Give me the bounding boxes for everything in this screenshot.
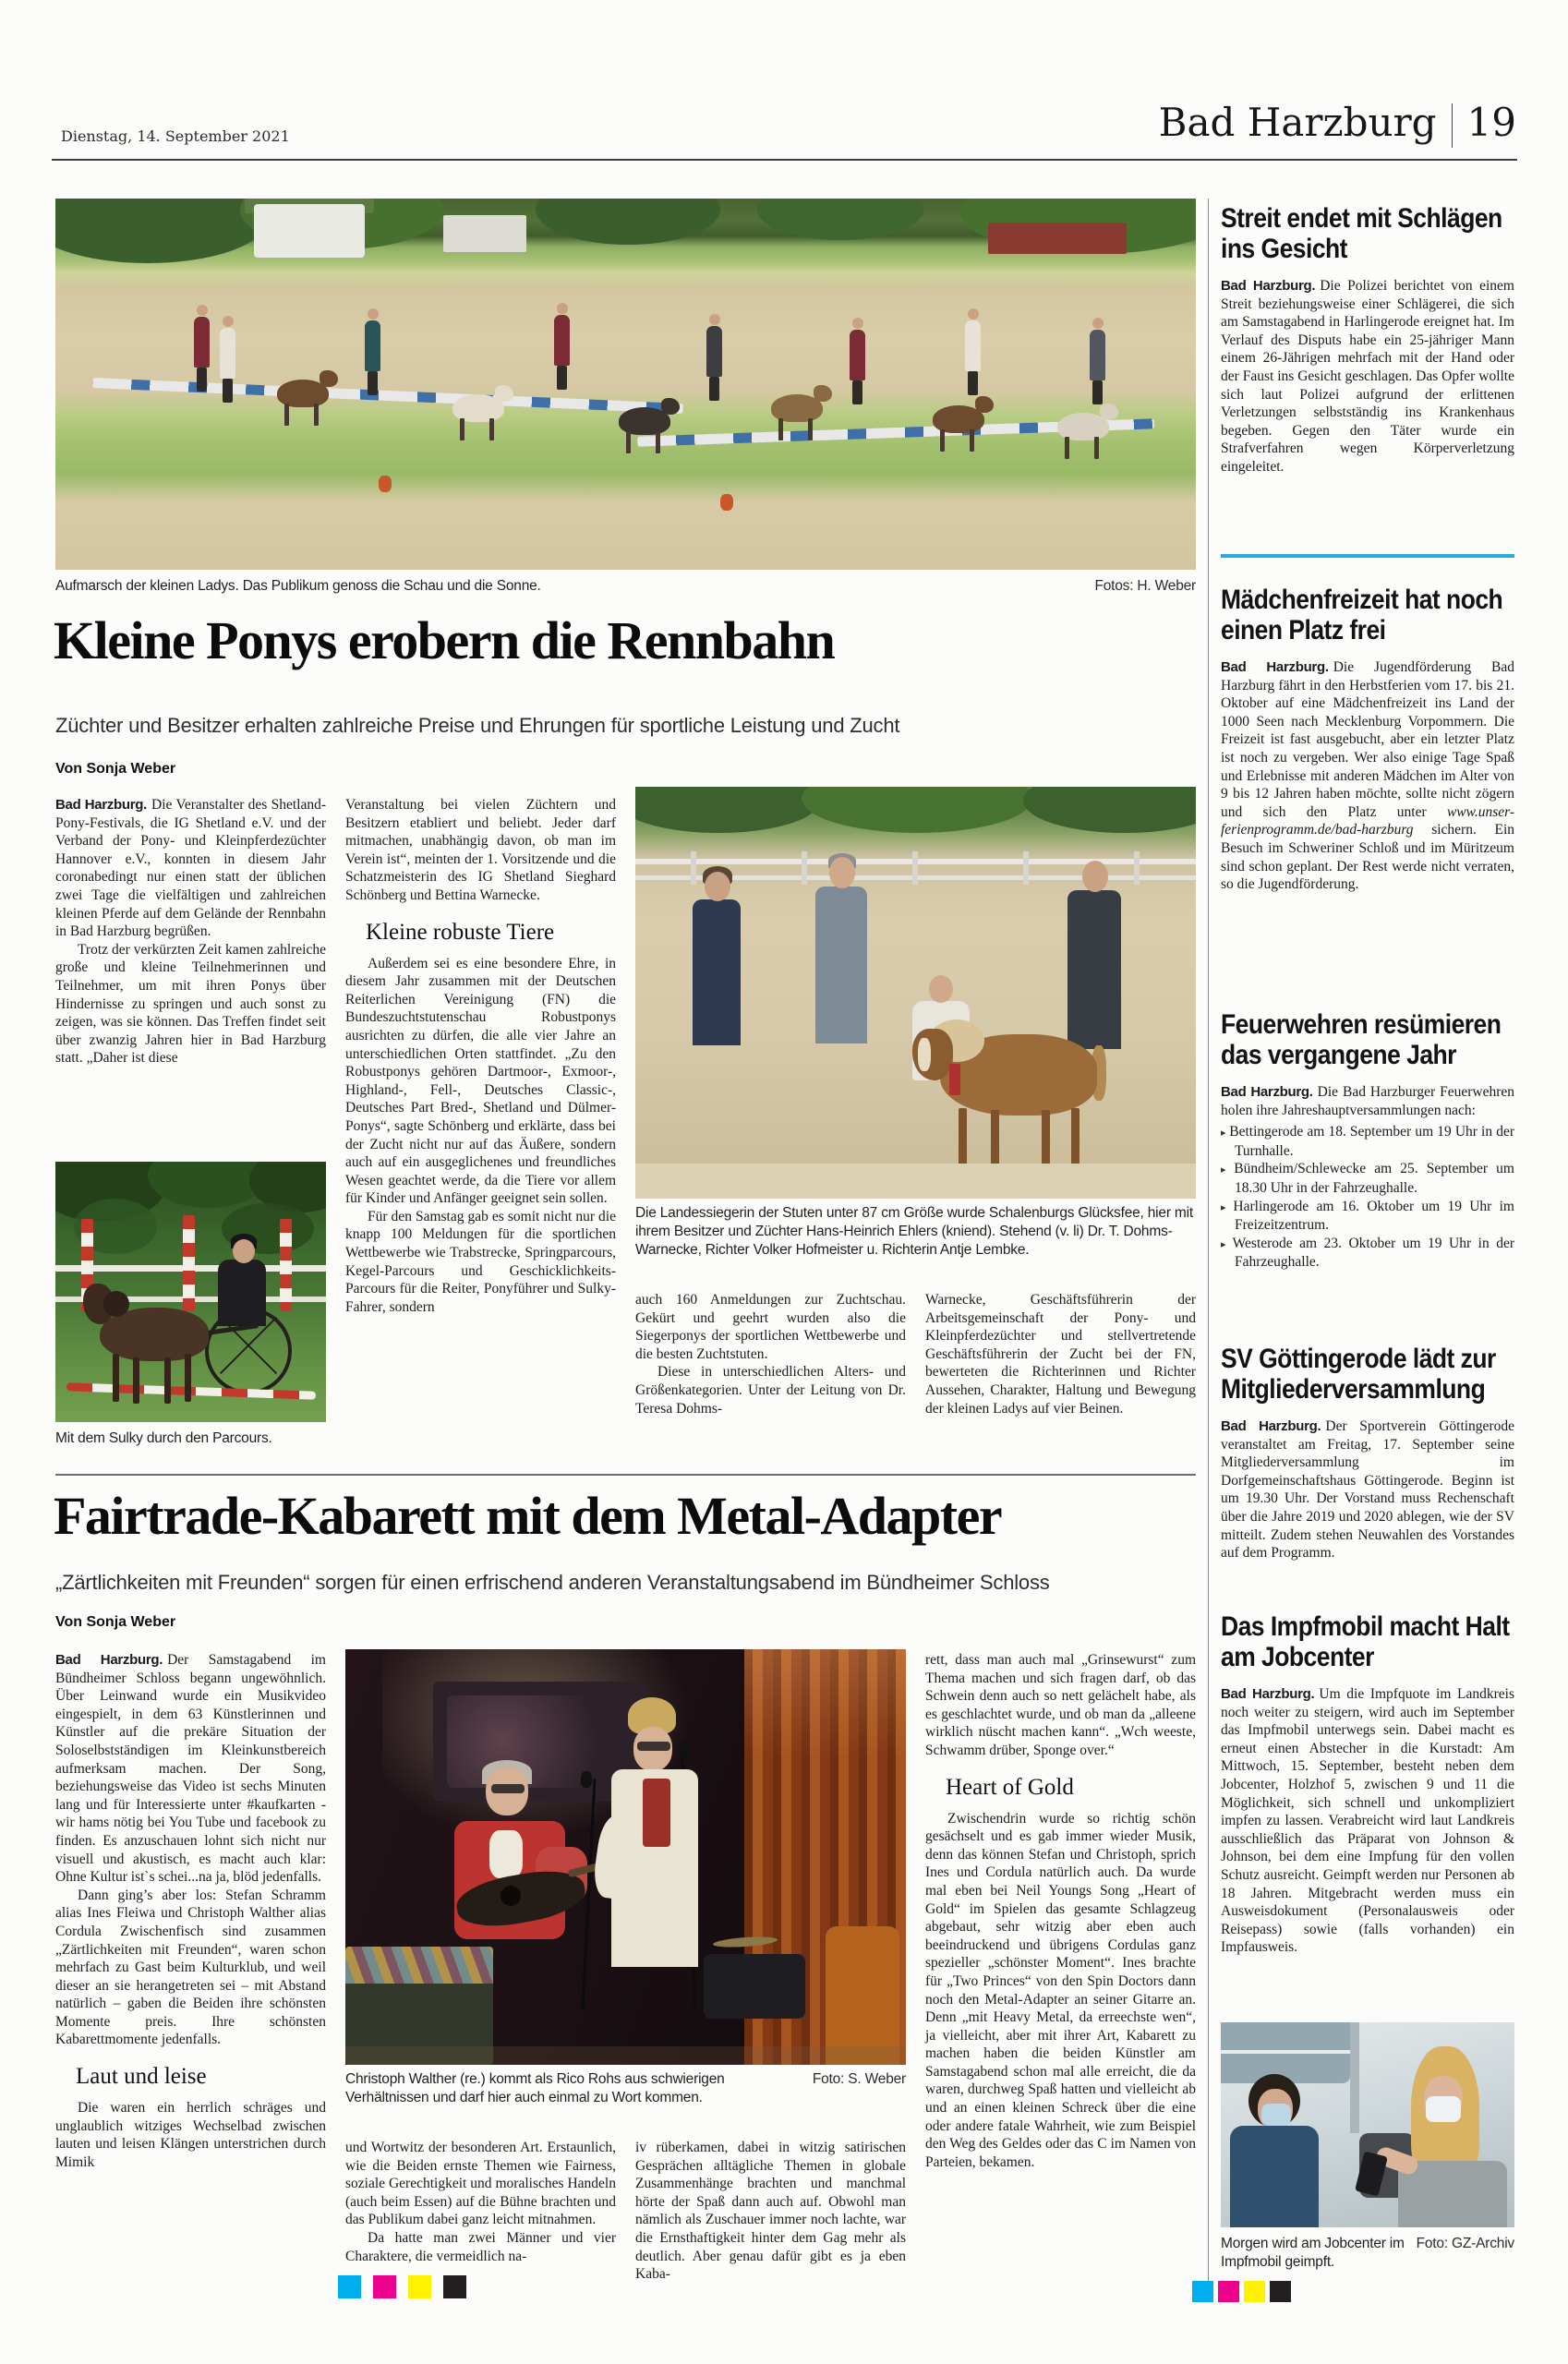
photo-shape — [970, 429, 974, 452]
winner-photo-caption: Die Landessiegerin der Stuten unter 87 cm Größe wurde Schalenburgs Glücksfee, hier mit ihrem Besitzer und Züchter Hans-Heinrich Ehlers (kniend). Stehend (v. li) Dr. T. Dohms-Warnecke, Richter Volker Hofmeister u. Richterin Antje Lembke. — [635, 1205, 1193, 1258]
print-mark-magenta — [373, 2275, 396, 2298]
photo-shape — [495, 385, 513, 402]
article-kabarett-column-4 — [925, 1651, 1196, 2171]
body-paragraph — [55, 796, 326, 941]
sidebar-headline: Mädchenfreizeit hat noch einen Platz frei — [1221, 585, 1503, 645]
photo-shape — [912, 851, 918, 885]
print-mark-magenta — [1218, 2281, 1239, 2302]
photo-shape — [185, 1354, 191, 1402]
article-ponys-column-3 — [635, 1291, 906, 1417]
crosshead: Kleine robuste Tiere — [366, 919, 555, 945]
photo-shape — [1065, 437, 1069, 459]
photo-shape — [959, 1108, 967, 1165]
sidebar-article-feuerwehren — [1221, 1009, 1514, 1272]
body-paragraph — [1221, 1417, 1514, 1562]
sulky-photo-caption: Mit dem Sulky durch den Parcours. — [55, 1430, 272, 1446]
body-paragraph: iv rüberkamen, dabei in witzig satirischen Gesprächen alltägliche Themen in globale Zusammenhänge brachten und manchmal hörte der Spaß dann auch auf. Obwohl man nämlich als Zuschauer immer noch lachte, war die Ernsthaftigkeit hinter dem Gag mehr als deutlich. Aber genau dafür gibt es ja eben Kaba- — [635, 2140, 906, 2283]
ponies-parade-photo — [55, 199, 1196, 570]
crosshead: Heart of Gold — [946, 1774, 1074, 1800]
photo-shape — [988, 223, 1127, 254]
photo-shape — [133, 1357, 139, 1404]
photo-shape — [826, 1926, 899, 2065]
location-lead: Bad Harzburg. — [1221, 1084, 1313, 1100]
body-paragraph: Außerdem sei es eine besondere Ehre, in diesem Jahr zusammen mit der Deutschen Reiterlichen Vereinigung (FN) die Bundeszuchtstutenschau Robustponys ausrichten zu dürfen, die alle vier Jahre an unterschiedlichen Orten stattfindet. „Zu den Robustponys gehören Dartmoor-, Exmoor-, Highland-, Fell-, Deutsches Classic-, Deutsches Part Bred-, Shetland und Dülmer-Ponys“, sagte Schönberg und erklärte, dass bei der Zucht nicht nur auf das Äußere, sondern auch auf ein ausgeglichenes und freundliches Wesen geachtet werde, da die Tiere vor allem für Kinder und Anfänger geeignet sein sollen. — [345, 955, 616, 1207]
photo-shape — [808, 418, 813, 440]
location-lead: Bad Harzburg. — [1221, 278, 1316, 294]
photo-shape — [949, 1064, 960, 1095]
body-paragraph: Für den Samstag gab es somit nicht nur die knapp 100 Meldungen für die sportlichen Wettbewerbe wie Trabstrecke, Springparcours, Kegel-Parcours und Geschicklichkeits-Parcours für die Reiter, Ponyführer und Sulky-Fahrer, sondern — [345, 1208, 616, 1315]
location-lead: Bad Harzburg. — [1221, 659, 1329, 675]
photo-shape — [656, 431, 660, 453]
photo-shape — [1230, 2126, 1319, 2227]
photo-shape — [1023, 851, 1029, 885]
photo-shape — [1090, 330, 1105, 380]
sidebar-divider-line — [1208, 199, 1209, 2302]
photo-shape — [223, 316, 234, 327]
photo-shape — [194, 317, 210, 368]
photo-shape — [929, 975, 953, 1003]
body-paragraph: Die waren ein herrlich schräges und unglaublich witziges Wechselbad zwischen lauten und leisen Klängen unterstrichen durch Mimik — [55, 2100, 326, 2170]
sidebar-article-impfmobil — [1221, 1611, 1514, 1957]
sidebar-body — [1221, 1685, 1514, 1957]
body-paragraph: auch 160 Anmeldungen zur Zuchtschau. Gekürt und geehrt wurden also die Siegerponys der sportlichen Wettbewerbe und die besten Zuchtstuten. — [635, 1292, 906, 1362]
winner-ceremony-photo — [635, 787, 1196, 1199]
photo-shape — [218, 1260, 266, 1326]
section-title: Bad Harzburg — [1158, 100, 1437, 145]
photo-shape — [744, 1649, 906, 1760]
photo-shape — [554, 315, 570, 366]
print-mark-black — [1270, 2281, 1291, 2302]
body-paragraph: rett, dass man auch mal „Grinsewurst“ zum Thema machen und sich fragen darf, ob das Schwein denn auch so nett gelächelt habe, als es geschlachtet wurde, und ob man da „alleene wirklich nüscht machen kann“. „Wch weeste, Schwamm drüber, Sponge over.“ — [925, 1652, 1196, 1758]
photo-shape — [661, 398, 680, 415]
body-paragraph: Warnecke, Geschäftsführerin der Arbeitsgemeinschaft der Pony- und Kleinpferdezüchter und stellvertretende Geschäftsführerin der Zucht bei der FN, bewerteten die Richterinnen und Richter Aussehen, Charakter, Haltung und Bewegung der kleinen Ladys auf vier Beinen. — [925, 1292, 1196, 1417]
article-ponys-column-4 — [925, 1291, 1196, 1417]
photo-shape — [1023, 787, 1196, 833]
article-ponys-byline: Von Sonja Weber — [55, 761, 176, 777]
impfmobil-photo — [1221, 2022, 1514, 2227]
photo-shape — [557, 303, 568, 314]
photo-shape — [489, 418, 494, 440]
photo-shape — [368, 371, 378, 395]
photo-shape — [233, 1239, 255, 1263]
photo-shape — [92, 378, 683, 414]
body-paragraph — [1221, 277, 1514, 476]
impfmobil-caption-block — [1221, 2235, 1514, 2272]
stage-photo — [345, 1649, 906, 2065]
body-paragraph: Diese in unterschiedlichen Alters- und Größenkategorien. Unter der Leitung von Dr. Teresa Dohms- — [635, 1364, 906, 1417]
photo-shape — [66, 1382, 316, 1399]
sidebar-headline: Streit endet mit Schlägen ins Gesicht — [1221, 203, 1502, 264]
meeting-list — [1221, 1123, 1514, 1272]
body-paragraph: Da hatte man zwei Männer und vier Charaktere, die vermeidlich na- — [345, 2229, 616, 2264]
paragraph-text: Um die Impfquote im Landkreis noch weiter zu steigern, wird auch im September das Impfmobil unterwegs sein. Dabei macht es erneut einen Abstecher in die Kurstadt: Am Mittwoch, 15. September, besteht neben dem Jobcenter, Holzhof 5, zwischen 9 und 11 die Möglichkeit, sich schnell und unkompliziert impfen zu lassen. Verabreicht wird laut Landkreis ausschließlich das Präparat von Johnson & Johnson, bei dem eine Impfung für den vollen Schutz ausreicht. Geimpft werden nur Personen ab 18 Jahren. Mitgebracht werden muss ein Ausweisdokument (Personalausweis oder Reisepass) sowie (falls vorhanden) ein Impfausweis. — [1221, 1686, 1514, 1956]
photo-shape — [345, 1947, 493, 1984]
article-kabarett-column-1 — [55, 1651, 326, 2171]
photo-shape — [113, 1354, 119, 1402]
photo-shape — [345, 2046, 906, 2065]
photo-shape — [829, 857, 855, 888]
sidebar-headline: SV Göttingerode lädt zur Mitgliederversammlung — [1221, 1344, 1496, 1405]
body-paragraph — [1221, 1083, 1514, 1119]
sidebar-body — [1221, 1417, 1514, 1562]
stage-photo-credit: Foto: S. Weber — [812, 2071, 906, 2087]
body-paragraph: Trotz der verkürzten Zeit kamen zahlreiche große und kleine Teilnehmerinnen und Teilnehmer, um mit ihren Ponys über Hindernisse zu springen und auch sonst zu zeigen, was sie können. Das Treffen findet seit über zwanzig Jahren hier in Bad Harzburg statt. „Daher ist diese — [55, 941, 326, 1067]
photo-shape — [1100, 404, 1118, 420]
print-mark-black — [443, 2275, 466, 2298]
photo-shape — [918, 1038, 931, 1071]
photo-shape — [635, 1164, 1196, 1199]
photo-shape — [379, 476, 392, 492]
article-ponys-subheadline: Züchter und Besitzer erhalten zahlreiche Preise und Ehrungen für sportliche Leistung und Zucht — [55, 714, 900, 737]
photo-shape — [1071, 1108, 1080, 1165]
photo-shape — [852, 380, 862, 404]
article-kabarett-headline: Fairtrade-Kabarett mit dem Metal-Adapter — [54, 1486, 1002, 1546]
photo-shape — [643, 1779, 670, 1847]
list-item: ▸ Westerode am 23. Oktober um 19 Uhr in der Fahrzeughalle. — [1221, 1235, 1514, 1272]
location-lead: Bad Harzburg. — [55, 1652, 163, 1668]
photo-shape — [220, 328, 235, 379]
sulky-photo — [55, 1162, 326, 1422]
photo-shape — [1092, 380, 1103, 404]
paragraph-text: Die Bad Harzburger Feuerwehren holen ihre Jahreshauptversammlungen nach: — [1221, 1084, 1514, 1118]
sidebar-article-sv-goettingerode — [1221, 1344, 1514, 1562]
impfmobil-photo-credit: Foto: GZ-Archiv — [1416, 2236, 1514, 2251]
body-paragraph: Zwischendrin wurde so richtig schön gesächselt und es gab immer wieder Musik, denn das können Stefan und Christoph, sprich Ines und Cordula natürlich auch. Da wurde mal eben bei Neil Youngs Song „Heart of Gold“ im Spielen das gesamte Schlagzeug abgebaut, sehr witzig aber eben auch beeindruckend und übrigens Cordulas ganz spezieller „schönster Moment“. Ines brachte für „Two Princes“ von den Spin Doctors dann noch den Metal-Adapter an seiner Gitarre an. Denn „mit Heavy Metal, da erreechste wen“, ja vielleicht, aber mit ihrer Art, Kabarett zu machen haben die beiden Künstler am Samstagabend schon mal alle erreicht, die da waren, durchweg Spaß hatten und vielleicht ab und an einen kleinen Schreck über die eine oder andere fatale Wahrheit, wie zum Beispiel den Weg des Geldes oder das C im Namen von Parteien, bekamen. — [925, 1810, 1196, 2170]
crosshead: Laut und leise — [76, 2064, 207, 2090]
photo-shape — [1082, 861, 1108, 892]
photo-shape — [850, 330, 865, 380]
photo-shape — [320, 370, 338, 387]
photo-shape — [975, 396, 994, 413]
photo-shape — [691, 851, 696, 885]
photo-shape — [940, 429, 945, 452]
lead-photo-credit: Fotos: H. Weber — [1094, 578, 1196, 594]
photo-shape — [581, 1771, 592, 1788]
body-paragraph — [55, 1651, 326, 1887]
photo-shape — [802, 787, 1032, 833]
photo-shape — [637, 1742, 670, 1751]
photo-shape — [991, 1110, 999, 1167]
article-kabarett-column-3 — [635, 2139, 906, 2284]
lead-photo-caption-row — [55, 577, 1196, 596]
photo-shape — [280, 1219, 292, 1311]
photo-shape — [693, 899, 741, 1045]
photo-shape — [491, 1784, 525, 1793]
photo-shape — [680, 1742, 691, 1758]
paragraph-text: Der Samstagabend im Bündheimer Schloss begann ungewöhnlich. Über Leinwand wurde ein Musikvideo eingespielt, in dem 63 Künstlerinnen und Künstler auf die prekäre Situation der Soloselbstständigen im Kleinkunstbereich aufmerksam machen. Der Song, beziehungsweise das Video ist sechs Minuten lang und für Interessierte unter #kaufkarten - wir hams nötig bei You Tube und facebook zu finden. Es anzuschauen lohnt sich nicht nur visuell und akustisch, es macht auch klar: Ohne Kultur ist`s schei...na ja, blöd jedenfalls. — [55, 1652, 326, 1886]
body-paragraph: und Wortwitz der besonderen Art. Erstaunlich, wie die Beiden ernste Themen wie Fairness, soziale Gerechtigkeit und moralisches Handeln (auch beim Essen) auf die Bühne brachten und das Publikum dabei ganz leicht mitnahmen. — [345, 2140, 616, 2228]
paragraph-text: Der Sportverein Göttingerode veranstaltet am Freitag, 17. September seine Mitgliederversammlung im Dorfgemeinschaftshaus Göttingerode. Beginn ist um 19.30 Uhr. Der Vorstand muss Rechenschaft über die Jahre 2019 und 2020 ablegen, wie der SV mitteilt. Zudem stehen Neuwahlen des Vorstandes auf dem Programm. — [1221, 1418, 1514, 1562]
photo-shape — [164, 1357, 171, 1404]
photo-shape — [183, 1215, 195, 1311]
impfmobil-photo-caption: Morgen wird am Jobcenter im Impfmobil geimpft. — [1221, 2236, 1405, 2270]
list-item: ▸ Bündheim/Schlewecke am 25. September um 18.30 Uhr in der Fahrzeughalle. — [1221, 1160, 1514, 1197]
printed-url: www.unser-ferienprogramm.de/bad-harzburg — [1221, 803, 1514, 838]
photo-shape — [536, 199, 720, 245]
photo-shape — [709, 377, 719, 401]
header-rule — [52, 159, 1517, 161]
photo-shape — [1092, 318, 1104, 329]
print-mark-cyan — [1192, 2281, 1213, 2302]
page-header — [1158, 100, 1516, 148]
photo-shape — [501, 1886, 521, 1906]
photo-shape — [704, 1954, 805, 2019]
sidebar-headline: Feuerwehren resümieren das vergangene Jahr — [1221, 1009, 1502, 1070]
photo-shape — [314, 404, 319, 426]
paragraph-text: Die Polizei berichtet von einem Streit beziehungsweise einer Schlägerei, die sich am Samstagabend in Harlingerode ereignet hat. Im Verlauf des Disputs habe ein 25-jähriger Mann einem 26-Jährigen mehrfach mit der Hand oder der Faust ins Gesicht geschlagen. Das Opfer wollte sich laut Polizei aufgrund der erlittenen Verletzungen selbstständig ins Krankenhaus begeben. Gegen den Täter wurde ein Strafverfahren wegen Körperverletzung eingeleitet. — [1221, 278, 1514, 475]
photo-shape — [1350, 2022, 1359, 2133]
sidebar-body — [1221, 658, 1514, 894]
sidebar-accent-rule — [1221, 554, 1514, 558]
body-paragraph: Dann ging’s aber los: Stefan Schramm alias Ines Fleiwa und Christoph Walther alias Cordula Zwischenfisch sind zusammen „Zärtlichkeiten mit Freunden“, waren schon mehrfach zu Gast beim Kulturklub, und weil dieser an sie herangetreten sei – mit Abstand natürlich – gaben die Beiden ihre schönsten Momente preis. Ihre schönsten Kabarettmomente jedenfalls. — [55, 1887, 326, 2048]
article-kabarett-subheadline: „Zärtlichkeiten mit Freunden“ sorgen für einen erfrischend anderen Veranstaltungsabend im Bündheimer Schloss — [55, 1571, 1050, 1594]
photo-shape — [626, 431, 631, 453]
article-divider-rule — [55, 1474, 1196, 1476]
body-paragraph — [1221, 1685, 1514, 1957]
photo-shape — [709, 314, 720, 325]
article-kabarett-byline: Von Sonja Weber — [55, 1614, 176, 1630]
header-divider-line — [1452, 103, 1453, 148]
photo-shape — [365, 320, 380, 371]
photo-shape — [103, 1291, 129, 1317]
stage-photo-caption: Christoph Walther (re.) kommt als Rico Rohs aus schwierigen Verhältnissen und darf hier auch einmal zu Wort kommen. — [345, 2071, 725, 2105]
photo-shape — [778, 418, 783, 440]
page-date: Dienstag, 14. September 2021 — [61, 127, 290, 145]
photo-shape — [852, 318, 863, 329]
list-item: ▸ Harlingerode am 16. Oktober um 19 Uhr im Freizeitzentrum. — [1221, 1198, 1514, 1235]
photo-shape — [705, 872, 730, 901]
photo-shape — [968, 308, 979, 320]
photo-shape — [197, 368, 207, 392]
body-paragraph — [1221, 658, 1514, 894]
photo-shape — [720, 494, 733, 511]
photo-shape — [447, 1695, 632, 1788]
print-mark-cyan — [338, 2275, 361, 2298]
sidebar-body — [1221, 1083, 1514, 1272]
photo-shape — [197, 305, 208, 316]
photo-shape — [368, 308, 379, 320]
photo-shape — [557, 366, 567, 390]
article-kabarett-column-2 — [345, 2139, 616, 2265]
paragraph-text: Die Jugendförderung Bad Harzburg fährt in den Herbstferien vom 17. bis 21. Oktober auf eine Mädchenfreizeit ins Land der 1000 Seen nach Mecklenburg Vorpommern. Die Freizeit ist fast ausgebucht, aber ein letzter Platz ist noch zu vergeben. Wer also einige Tage Spaß und Erlebnisse mit anderen Mädchen im Alter von 9 bis 12 Jahren haben möchte, sollte nicht zögern und sich den Platz unter — [1221, 659, 1514, 820]
photo-shape — [965, 320, 981, 371]
stage-photo-caption-block — [345, 2070, 906, 2107]
location-lead: Bad Harzburg. — [1221, 1418, 1321, 1434]
photo-shape — [706, 326, 722, 377]
list-item: ▸ Bettingerode am 18. September um 19 Uhr in der Turnhalle. — [1221, 1123, 1514, 1160]
photo-shape — [55, 199, 268, 263]
lead-photo-caption: Aufmarsch der kleinen Ladys. Das Publikum genoss die Schau und die Sonne. — [55, 578, 541, 594]
paragraph-text: sichern. Ein Besuch im Schweriner Schloß und im Müritzeum sind schon geplant. Der Rest werde nicht verraten, so die Jugendförderung. — [1221, 822, 1514, 893]
photo-shape — [223, 379, 233, 403]
sidebar-article-maedchenfreizeit — [1221, 585, 1514, 894]
photo-shape — [460, 418, 464, 440]
photo-shape — [1426, 2096, 1461, 2122]
page-number: 19 — [1466, 100, 1516, 145]
sidebar-article-streit — [1221, 203, 1514, 476]
photo-shape — [443, 215, 526, 252]
location-lead: Bad Harzburg. — [55, 797, 148, 813]
paragraph-text: Die Veranstalter des Shetland-Pony-Festivals, die IG Shetland e.V. und der Verband der Pony- und Kleinpferdezüchter Hannover e.V., konnten in diesem Jahr coronabedingt nur einen statt der üblichen zwei Tage die vielfältigen und zahlreichen kleinen Pferde auf dem Gelände der Rennbahn in Bad Harzburg begrüßen. — [55, 797, 326, 940]
photo-shape — [802, 851, 807, 885]
body-paragraph: Veranstaltung bei vielen Züchtern und Besitzern etabliert und beliebt. Jeder darf mitmachen, unabhängig davon, ob man im Verein ist“, meinten der 1. Vorsitzende und die Schatzmeisterin des IG Shetland Sieghard Schönberg und Bettina Warnecke. — [345, 797, 616, 903]
photo-shape — [757, 199, 923, 240]
photo-shape — [1094, 437, 1099, 459]
article-ponys-column-1 — [55, 796, 326, 1067]
photo-shape — [1261, 2104, 1291, 2126]
photo-shape — [254, 204, 365, 258]
photo-shape — [814, 385, 832, 402]
location-lead: Bad Harzburg. — [1221, 1686, 1315, 1702]
print-mark-yellow — [1244, 2281, 1265, 2302]
photo-shape — [1042, 1110, 1050, 1167]
sidebar-body — [1221, 277, 1514, 476]
photo-shape — [284, 404, 289, 426]
print-mark-yellow — [408, 2275, 431, 2298]
photo-shape — [1134, 851, 1140, 885]
article-ponys-headline: Kleine Ponys erobern die Rennbahn — [54, 610, 835, 670]
article-ponys-column-2 — [345, 796, 616, 1316]
photo-shape — [489, 1830, 523, 1878]
sidebar-headline: Das Impfmobil macht Halt am Jobcenter — [1221, 1611, 1510, 1672]
photo-shape — [968, 371, 978, 395]
photo-shape — [1221, 2050, 1350, 2054]
photo-shape — [815, 886, 867, 1043]
photo-shape — [1067, 890, 1121, 1049]
photo-shape — [635, 787, 820, 833]
